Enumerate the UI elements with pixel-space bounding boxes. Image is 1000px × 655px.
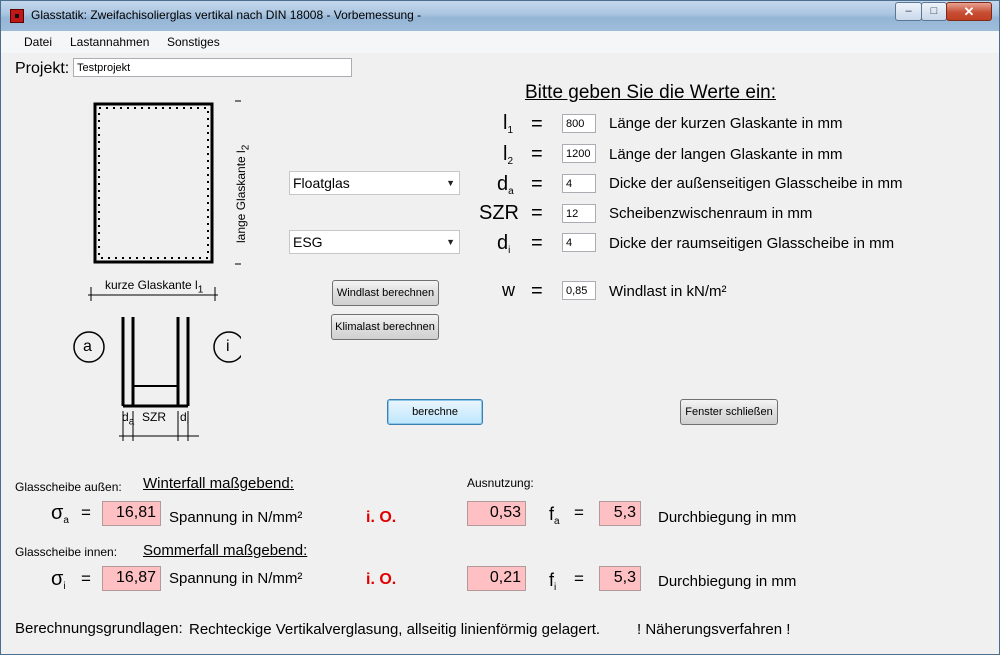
szr-label: SZR: [142, 410, 166, 424]
sigma-a-eq: =: [81, 503, 91, 522]
ausnutzung-label: Ausnutzung:: [467, 476, 534, 490]
title-bar[interactable]: [1, 1, 999, 31]
sigma-i-symbol: [51, 568, 66, 592]
inner-io-status: i. O.: [366, 571, 397, 588]
pane-seal-dots: [99, 108, 208, 258]
l2-desc: Länge der langen Glaskante in mm: [609, 146, 843, 163]
lange-text: lange Glaskante l: [234, 150, 248, 243]
footer-text: Rechteckige Vertikalverglasung, allseitig linienförmig gelagert.: [189, 621, 601, 638]
kurze-glaskante-label: [105, 278, 203, 295]
inner-glass-select[interactable]: [289, 230, 460, 254]
chevron-down-icon: ▼: [446, 178, 455, 188]
projekt-input[interactable]: [73, 58, 352, 77]
klimalast-button[interactable]: Klimalast berechnen: [331, 314, 439, 340]
eq-l2: =: [531, 143, 543, 165]
menu-bar: [1, 31, 999, 54]
sigma-a-unit: Spannung in N/mm²: [169, 509, 303, 526]
sommerfall-label: Sommerfall maßgebend:: [143, 542, 308, 559]
inner-glass-value: ESG: [293, 234, 323, 250]
fenster-schliessen-button[interactable]: Fenster schließen: [680, 399, 778, 425]
w-desc: Windlast in kN/m²: [609, 283, 727, 300]
d-a-sub: a: [128, 416, 135, 428]
di-desc: Dicke der raumseitigen Glasscheibe in mm: [609, 235, 895, 252]
f-a-unit: Durchbiegung in mm: [658, 509, 797, 526]
f-a-symbol: [549, 504, 560, 527]
windlast-button[interactable]: Windlast berechnen: [332, 280, 439, 306]
menu-lastannahmen[interactable]: Lastannahmen: [70, 35, 150, 49]
di-input[interactable]: [562, 233, 596, 252]
sigma-a-symbol: [51, 502, 69, 526]
berechne-button[interactable]: berechne: [387, 399, 483, 425]
l1-input[interactable]: [562, 114, 596, 133]
da-input[interactable]: [562, 174, 596, 193]
f-i-eq: =: [574, 569, 584, 588]
outer-label: Glasscheibe außen:: [15, 480, 122, 494]
eq-szr: =: [531, 202, 543, 224]
f-i-text: f: [549, 570, 555, 590]
sym-l2-sub: 2: [507, 156, 514, 168]
eq-l1: =: [531, 113, 543, 135]
f-a-sub: a: [554, 516, 560, 528]
footer-label: Berechnungsgrundlagen:: [15, 620, 183, 637]
outer-io-status: i. O.: [366, 509, 397, 526]
sigma-a-value: 16,81: [102, 501, 161, 526]
outer-glass-value: Floatglas: [293, 175, 350, 191]
lange-glaskante-label: [234, 145, 251, 243]
w-input[interactable]: [562, 281, 596, 300]
sigma-i-sub: i: [63, 581, 66, 593]
sigma-a-sub: a: [63, 515, 69, 527]
glass-pane-outline: [95, 104, 212, 262]
sym-l1-sub: 1: [507, 125, 514, 137]
d-i-label: [180, 410, 189, 427]
f-i-value: 5,3: [599, 566, 641, 591]
sym-di-sub: i: [508, 245, 511, 257]
kurze-sub: 1: [197, 284, 204, 296]
sym-l1-text: l: [503, 112, 508, 134]
minimize-button[interactable]: –: [895, 2, 922, 21]
d-i-sub: i: [186, 416, 189, 428]
sym-da-text: d: [497, 173, 509, 195]
f-a-value: 5,3: [599, 501, 641, 526]
sym-szr: SZR: [479, 202, 519, 224]
sym-w: w: [502, 280, 515, 300]
sym-da-sub: a: [508, 186, 514, 198]
inner-label: Glasscheibe innen:: [15, 545, 118, 559]
sym-l2: [503, 143, 513, 167]
f-i-sub: i: [554, 582, 557, 594]
circle-a-label: a: [83, 338, 92, 355]
sigma-i-text: σ: [51, 568, 64, 590]
close-button[interactable]: ✕: [946, 2, 992, 21]
szr-desc: Scheibenzwischenraum in mm: [609, 205, 813, 222]
da-desc: Dicke der außenseitigen Glasscheibe in mm: [609, 175, 903, 192]
sigma-i-eq: =: [81, 569, 91, 588]
input-heading: Bitte geben Sie die Werte ein:: [525, 82, 777, 103]
sigma-i-unit: Spannung in N/mm²: [169, 570, 303, 587]
l2-input[interactable]: [562, 144, 596, 163]
ausnutzung-outer-value: 0,53: [467, 501, 526, 526]
sym-da: [497, 173, 514, 197]
menu-sonstiges[interactable]: Sonstiges: [167, 35, 220, 49]
eq-di: =: [531, 232, 543, 254]
eq-w: =: [531, 280, 543, 302]
footer-note: ! Näherungsverfahren !: [637, 621, 791, 638]
eq-da: =: [531, 173, 543, 195]
app-icon[interactable]: [10, 9, 24, 23]
menu-datei[interactable]: Datei: [24, 35, 53, 49]
circle-i-label: i: [226, 338, 230, 355]
szr-input[interactable]: [562, 204, 596, 223]
d-i-text: d: [180, 410, 187, 424]
sigma-a-text: σ: [51, 502, 64, 524]
ausnutzung-inner-value: 0,21: [467, 566, 526, 591]
l1-desc: Länge der kurzen Glaskante in mm: [609, 115, 843, 132]
d-a-label: [122, 410, 134, 427]
window-title: Glasstatik: Zweifachisolierglas vertikal nach DIN 18008 - Vorbemessung -: [31, 8, 422, 22]
sigma-i-value: 16,87: [102, 566, 161, 591]
f-i-unit: Durchbiegung in mm: [658, 573, 797, 590]
sym-di-text: d: [497, 232, 509, 254]
sym-di: [497, 232, 510, 256]
sym-l2-text: l: [503, 143, 508, 165]
f-a-eq: =: [574, 503, 584, 522]
maximize-button[interactable]: □: [921, 2, 947, 21]
projekt-label: Projekt:: [15, 60, 70, 77]
f-a-text: f: [549, 504, 555, 524]
glass-diagram: [61, 93, 241, 453]
f-i-symbol: [549, 570, 556, 593]
winterfall-label: Winterfall maßgebend:: [143, 475, 294, 492]
outer-glass-select[interactable]: [289, 171, 460, 195]
d-a-text: d: [122, 410, 129, 424]
sym-l1: [503, 112, 513, 136]
chevron-down-icon: ▼: [446, 237, 455, 247]
main-panel: [1, 53, 999, 654]
lange-sub: 2: [240, 144, 252, 151]
kurze-text: kurze Glaskante l: [105, 278, 198, 292]
